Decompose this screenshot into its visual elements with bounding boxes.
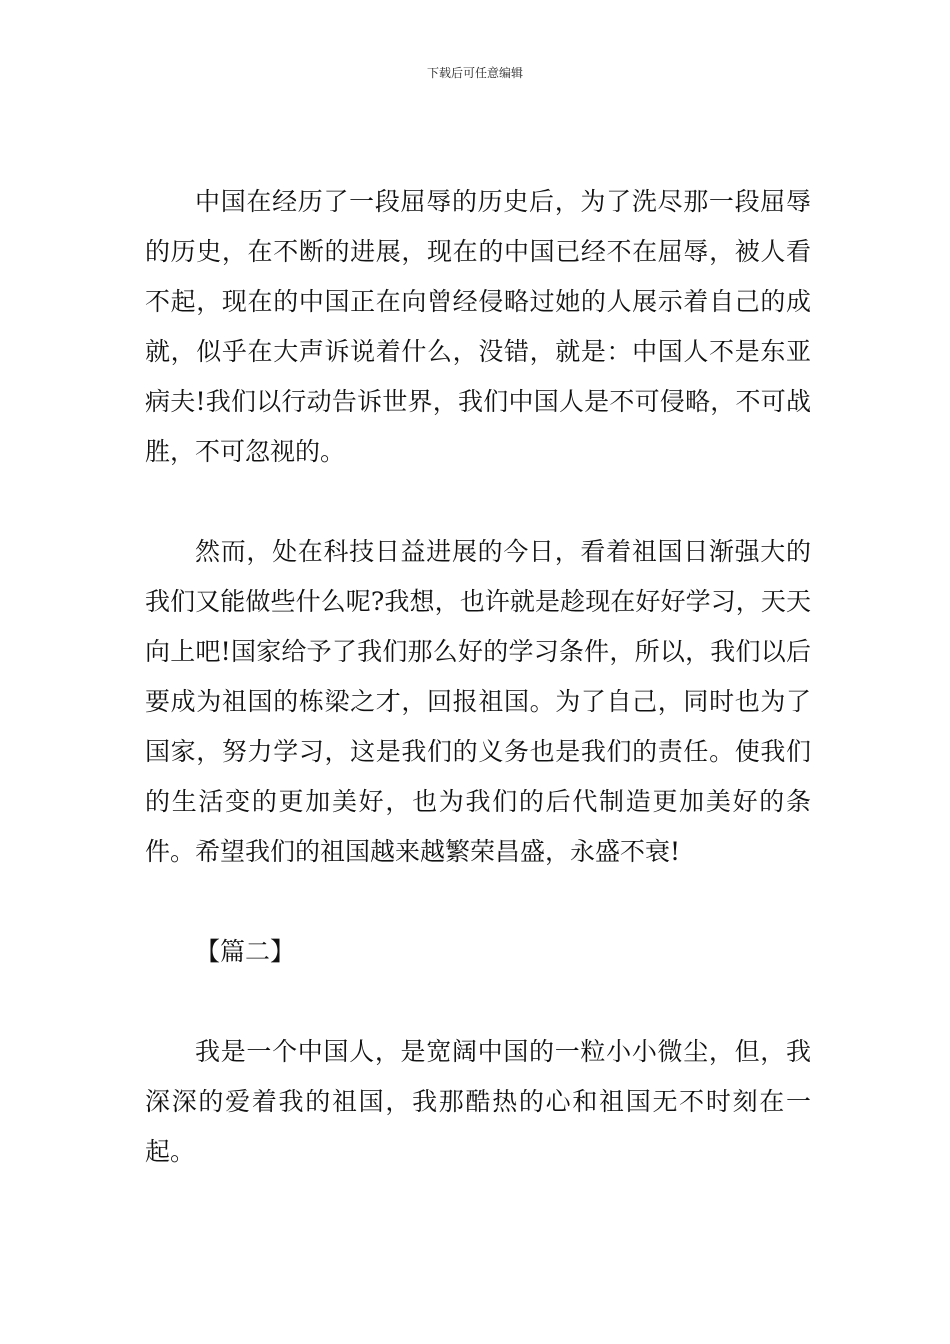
paragraph-spacer	[145, 877, 811, 927]
page-header-note: 下载后可任意编辑	[426, 66, 523, 80]
document-body	[145, 177, 811, 1177]
section-heading: 【篇二】	[195, 937, 296, 966]
paragraph-spacer	[145, 477, 811, 527]
paragraph-spacer	[145, 977, 811, 1027]
paragraph-2: 然而，处在科技日益进展的今日，看着祖国日渐强大的我们又能做些什么呢?我想，也许就是趁现在好好学习，天天向上吧!国家给予了我们那么好的学习条件，所以，我们以后要成为祖国的栋梁之才，回报祖国。为了自己，同时也为了国家，努力学习，这是我们的义务也是我们的责任。使我们的生活变的更加美好，也为我们的后代制造更加美好的条件。希望我们的祖国越来越繁荣昌盛，永盛不衰!	[145, 537, 811, 866]
paragraph-3: 我是一个中国人，是宽阔中国的一粒小小微尘，但，我深深的爱着我的祖国，我那酷热的心和祖国无不时刻在一起。	[145, 1037, 811, 1166]
paragraph-1: 中国在经历了一段屈辱的历史后，为了洗尽那一段屈辱的历史，在不断的进展，现在的中国已经不在屈辱，被人看不起，现在的中国正在向曾经侵略过她的人展示着自己的成就，似乎在大声诉说着什么，没错，就是：中国人不是东亚病夫!我们以行动告诉世界，我们中国人是不可侵略，不可战胜，不可忽视的。	[145, 187, 811, 466]
